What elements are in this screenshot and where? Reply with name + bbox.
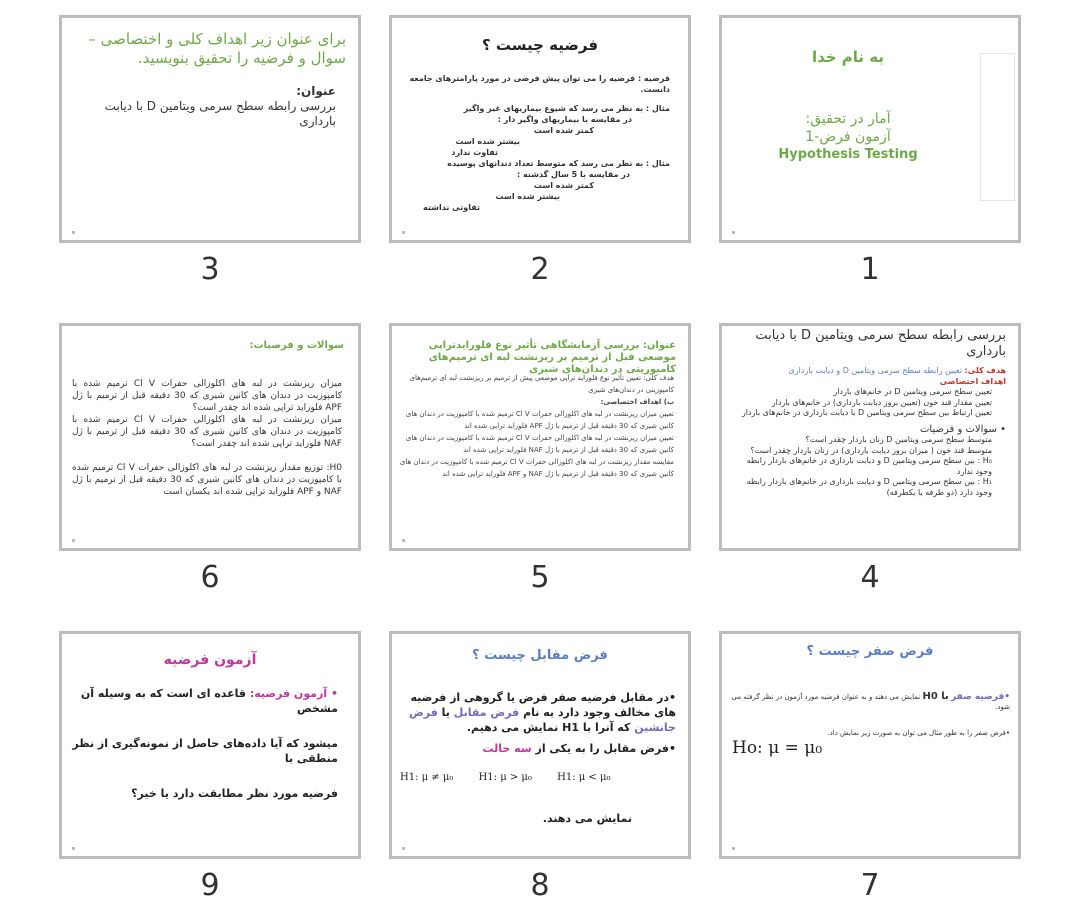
slide-line: تفاوتی نداشته (423, 203, 480, 212)
slide-number: 2 (530, 252, 550, 287)
slide-number: 9 (200, 868, 220, 903)
general-goal-label: هدف کلی: (964, 366, 1006, 375)
slide-title: آزمون فرضیه (163, 652, 257, 668)
formula: H1: μ > μ₀ (478, 772, 532, 783)
slide-line: مثال : به نظر می رسد که متوسط تعداد دندانهای پوسیده (447, 159, 670, 168)
general-goal-text: تعیین رابطه سطح سرمی ویتامین D و دیابت بارداری (788, 366, 962, 375)
slide-number: 7 (860, 868, 880, 903)
slide-text: که آنرا با (582, 721, 631, 734)
corner-mark (72, 231, 75, 234)
slide-number: 4 (860, 560, 880, 595)
corner-mark (732, 847, 735, 850)
question-item: H₀ : بین سطح سرمی ویتامین D و دیابت بارداری در خانم‌های باردار رابطه وجود ندارد (746, 456, 992, 476)
corner-mark (72, 539, 75, 542)
slide-number: 3 (200, 252, 220, 287)
slide-number: 6 (200, 560, 220, 595)
highlight-text: فرض مقابل (453, 706, 520, 719)
question-item: H₁ : بین سطح سرمی ویتامین D و دیابت بارداری در خانم‌های باردار رابطه وجود دارد (دو طرفه یا یکطرفه) (746, 477, 992, 497)
h1-symbol: H1 (562, 721, 580, 734)
corner-mark (402, 231, 405, 234)
corner-mark (402, 539, 405, 542)
slide-line: فرضیه مورد نظر مطابقت دارد یا خیر؟ (131, 787, 338, 800)
hypothesis-test-label: آزمون فرضیه: (249, 687, 328, 700)
corner-mark (72, 847, 75, 850)
slide-line: بیشتر شده است (455, 137, 520, 146)
slide-line: Hypothesis Testing (778, 147, 918, 162)
slide-title: فرض مقابل چیست ؟ (472, 648, 608, 663)
slide-text: یا (441, 706, 450, 719)
slide-body (748, 110, 948, 164)
slide-line: •فرض صفر را به طور مثال می توان به صورت زیر نمایش داد. (827, 729, 1010, 737)
highlight-text: سه حالت (482, 742, 532, 755)
alternative-formulas (400, 772, 690, 783)
slide-line: کمتر شده است (533, 126, 594, 135)
slide-body (404, 73, 670, 213)
slide-body (726, 692, 1010, 738)
slide-line: قاعده ای است که به وسیله آن مشخص (80, 687, 338, 715)
null-hypothesis-formula: Ho: μ = μ₀ (732, 738, 823, 758)
specific-goal-item: تعیین مقدار قند خون (تعیین بروز دیابت بارداری) در خانم‌های باردار (771, 397, 992, 407)
slide-body (72, 378, 342, 498)
slide-body (396, 690, 676, 756)
highlight-text: فرض جانشین (408, 706, 676, 734)
questions-label: سوالات و فرضیات (920, 423, 997, 435)
slide-heading: بررسی رابطه سطح سرمی ویتامین D با دیابت بارداری (755, 328, 1006, 359)
corner-mark (732, 231, 735, 234)
slide-line: نمایش می دهند و به عنوان فرضیه مورد آزمون در نظر گرفته می شود. (731, 693, 1010, 711)
slide-body (398, 372, 674, 480)
slide-title: عنوان: بررسی آزمایشگاهی تأثیر نوع فلوراید‌تراپی موضعی قبل از ترمیم بر ریزنشت لبه ای ترمیم‌های کامپوزیتی در دندان‌های شیری (428, 340, 676, 375)
slide-line: آزمون فرض-1 (805, 129, 891, 145)
slide-title: سوالات و فرضیات: (249, 340, 344, 351)
slide-title: برای عنوان زیر اهداف کلی و اختصاصی – سوال و فرضیه را تحقیق بنویسید. (88, 30, 346, 67)
slide-thumbnail-3[interactable] (59, 15, 361, 243)
slide-text: نمایش می دهیم. (466, 721, 559, 734)
slide-thumbnail-1[interactable] (719, 15, 1021, 243)
slide-text: •در مقابل فرضیه صفر فرض یا گروهی از فرضیه های مخالف وجود دارد به نام (410, 691, 676, 719)
slide-thumbnail-5[interactable] (389, 323, 691, 551)
slide-line: میزان ریزنشت در لبه های اکلوزالی حفرات Cl V ترمیم شده با کامپوزیت در دندان های کانین شیری که 30 دقیقه قبل از ترمیم با ژل APF فلوراید تراپی شده اند چقدر است؟ (72, 379, 342, 413)
slide-line: بیشتر شده است (495, 192, 560, 201)
question-item: متوسط قند خون ( میزان بروز دیابت بارداری) در زنان باردار چقدر است؟ (750, 445, 992, 455)
slide-body (76, 84, 336, 129)
slide-text: بررسی رابطه سطح سرمی ویتامین D با دیابت بارداری (104, 99, 336, 128)
formula: H1: μ ≠ μ₀ (400, 772, 454, 783)
slide-line: مقایسه مقدار ریزنشت در لبه های اکلوزالی حفرات Cl V ترمیم شده با کامپوزیت در دندان های کانین شیری که 30 دقیقه قبل از ترمیم با ژل NAF و APF فلوراید تراپی شده اند (399, 458, 674, 478)
h0-symbol: با H0 (922, 691, 949, 702)
slide-text: •فرض مقابل را به یکی از (535, 742, 676, 755)
slide-number: 1 (860, 252, 880, 287)
slide-line: مثال : به نظر می رسد که شیوع بیماریهای غیر واگیر (463, 104, 670, 113)
slide-line: تعیین میزان ریزنشت در لبه های اکلوزالی حفرات Cl V ترمیم شده با کامپوزیت در دندان های کانین شیری که 30 دقیقه قبل از ترمیم با ژل APF فلوراید تراپی شده اند (405, 410, 674, 430)
slide-body: هدف کلی: تعیین رابطه سطح سرمی ویتامین D و دیابت بارداری اهداف اختصاصی تعیین سطح سرمی ویتامین D در خانم‌های باردار تعیین مقدار قند خون (تعیین بروز دیابت بارداری) در خانم‌های باردار تعیین ارتباط بین سطح سرمی ویتامین D با دیابت بارداری در خانم‌های باردار • سوالات و فرضیات متوسط سطح سرمی ویتامین D زنان باردار چقدر است؟ متوسط قند خون ( میزان بروز دیابت بارداری) در زنان باردار چقدر است؟ H₀ : بین سطح سرمی ویتامین D و دیابت بارداری در خانم‌های باردار رابطه وجود ندارد H₁ : بین سطح سرمی ویتامین D و دیابت بارداری در خانم‌های باردار رابطه وجود دارد (دو طرفه یا یکطرفه) (728, 366, 1006, 498)
slide-line: فرضیه : فرضیه را می توان پیش فرضی در مورد پارامترهای جامعه دانست. (409, 74, 670, 94)
slide-thumbnail-4[interactable] (719, 323, 1021, 551)
slide-number: 5 (530, 560, 550, 595)
slide-line: تعیین میزان ریزنشت در لبه های اکلوزالی حفرات Cl V ترمیم شده با کامپوزیت در دندان های کانین شیری که 30 دقیقه قبل از ترمیم با ژل NAF فلوراید تراپی شده اند (405, 434, 674, 454)
specific-goals-label: اهداف اختصاصی (939, 376, 1006, 386)
slide-number: 8 (530, 868, 550, 903)
slide-line: H0: توزیع مقدار ریزنشت در لبه های اکلوزالی حفرات Cl V ترمیم شده با کامپوزیت در دندان های کانین شیری که 30 دقیقه قبل از ترمیم با ژل NAF و APF فلوراید تراپی شده اند یکسان است (72, 463, 342, 497)
formula: H1: μ < μ₀ (557, 772, 611, 783)
corner-mark (402, 847, 405, 850)
specific-goal-item: تعیین سطح سرمی ویتامین D در خانم‌های باردار (833, 387, 992, 396)
slide-line: هدف کلی: تعیین تأثیر نوع فلوراید تراپی موضعی پیش از ترمیم بر ریزنشت لبه ای ترمیم‌های کامپوزیتی در دندان‌های شیری (409, 374, 674, 394)
slide-line: در مقایسه با بیماریهای واگیر دار : (497, 115, 632, 124)
slide-title: فرضیه چیست ؟ (481, 36, 599, 54)
slide-title: به نام خدا (811, 48, 885, 66)
slide-line: میزان ریزنشت در لبه های اکلوزالی حفرات Cl V ترمیم شده با کامپوزیت در دندان های کانین شیری که 30 دقیقه قبل از ترمیم با ژل NAF فلوراید تراپی شده اند چقدر است؟ (72, 415, 342, 449)
slide-thumbnail-8[interactable] (389, 631, 691, 859)
slide-label: عنوان: (296, 84, 336, 98)
slide-line: در مقایسه با 5 سال گذشته : (517, 170, 630, 179)
slide-line: کمتر شده است (533, 181, 594, 190)
slide-thumbnail-2[interactable] (389, 15, 691, 243)
slide-line: تفاوت ندارد (451, 148, 498, 157)
placeholder-frame (980, 53, 1015, 201)
slide-thumbnail-9[interactable] (59, 631, 361, 859)
slide-body: • آزمون فرضیه: قاعده ای است که به وسیله آن مشخص میشود که آیا داده‌های حاصل از نمونه‌گیری از نظر منطقی با فرضیه مورد نظر مطابقت دارد یا خیر؟ (72, 687, 338, 800)
slide-line: آمار در تحقیق: (805, 111, 891, 127)
slide-thumbnail-6[interactable] (59, 323, 361, 551)
null-hypothesis-label: •فرضیه صفر (951, 692, 1010, 702)
slide-title: فرض صفر چیست ؟ (806, 644, 934, 659)
slide-thumbnail-7[interactable] (719, 631, 1021, 859)
slide-line: میشود که آیا داده‌های حاصل از نمونه‌گیری از نظر منطقی با (72, 737, 338, 765)
question-item: متوسط سطح سرمی ویتامین D زنان باردار چقدر است؟ (805, 435, 992, 444)
specific-goal-item: تعیین ارتباط بین سطح سرمی ویتامین D با دیابت بارداری در خانم‌های باردار (741, 408, 992, 417)
slide-line: نمایش می دهند. (542, 812, 632, 825)
slide-line: ب) اهداف اختصاصی: (600, 398, 674, 406)
